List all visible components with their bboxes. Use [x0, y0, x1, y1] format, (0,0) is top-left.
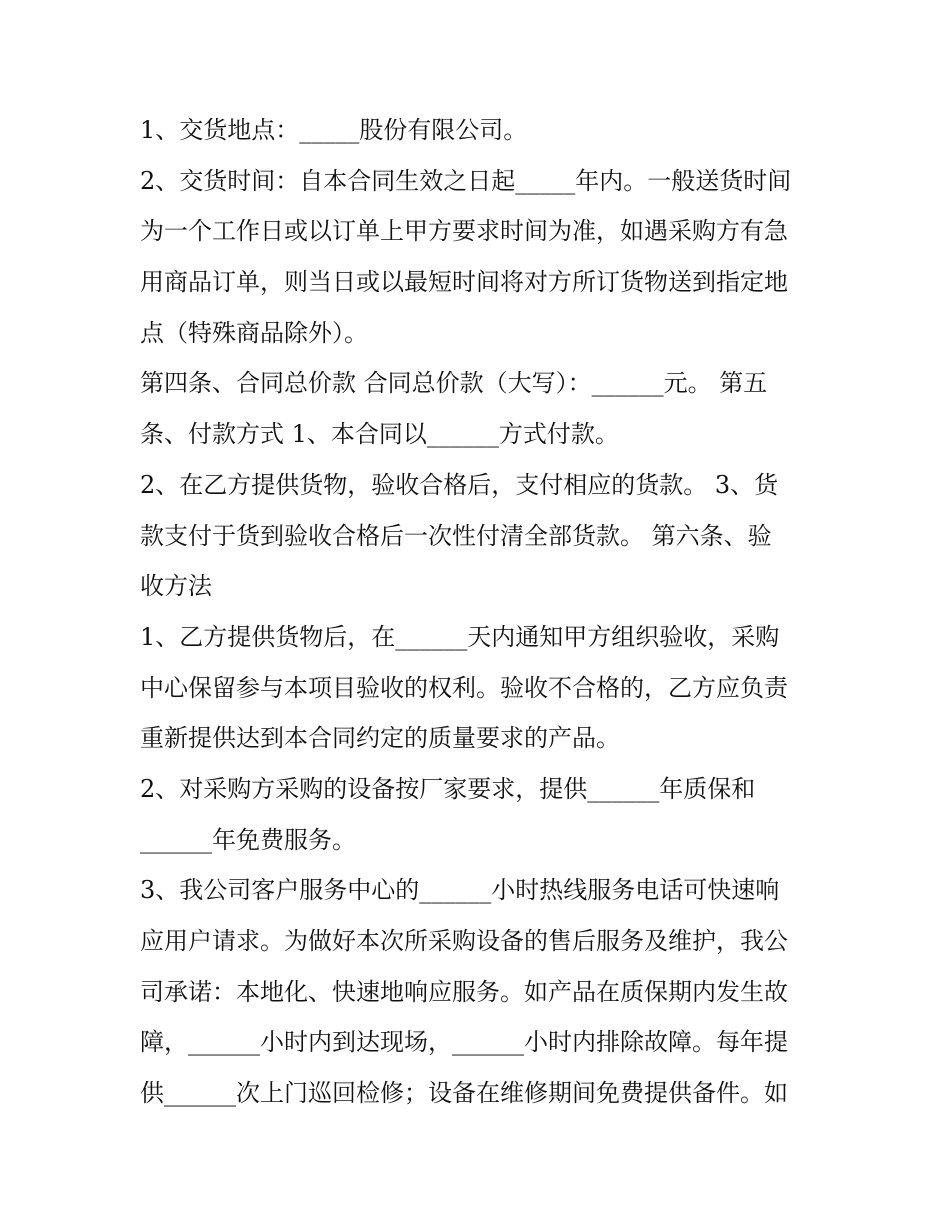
text-line: 款支付于货到验收合格后一次性付清全部货款。 第六条、验 — [140, 521, 772, 550]
text-line: 2、交货时间：自本合同生效之日起_____年内。一般送货时间 — [140, 166, 792, 195]
text-line: 2、在乙方提供货物，验收合格后，支付相应的货款。 3、货 — [140, 470, 779, 499]
text-line: 司承诺：本地化、快速地响应服务。如产品在质保期内发生故 — [140, 977, 788, 1006]
text-line: 3、我公司客户服务中心的______小时热线服务电话可快速响 — [140, 876, 780, 905]
text-line: 2、对采购方采购的设备按厂家要求，提供______年质保和 — [140, 774, 756, 803]
text-line: ______年免费服务。 — [140, 825, 356, 854]
text-line: 点（特殊商品除外）。 — [140, 318, 368, 347]
text-line: 用商品订单，则当日或以最短时间将对方所订货物送到指定地 — [140, 268, 788, 297]
text-line: 条、付款方式 1、本合同以______方式付款。 — [140, 420, 619, 449]
text-line: 第四条、合同总价款 合同总价款（大写）：______元。 第五 — [140, 369, 768, 398]
text-line: 重新提供达到本合同约定的质量要求的产品。 — [140, 724, 620, 753]
text-line: 1、乙方提供货物后，在______天内通知甲方组织验收，采购 — [140, 622, 780, 651]
text-line: 为一个工作日或以订单上甲方要求时间为准，如遇采购方有急 — [140, 217, 788, 246]
text-line: 障，______小时内到达现场，______小时内排除故障。每年提 — [140, 1028, 788, 1057]
text-line: 应用户请求。为做好本次所采购设备的售后服务及维护，我公 — [140, 927, 788, 955]
document-body — [140, 105, 820, 1119]
text-line: 供______次上门巡回检修；设备在维修期间免费提供备件。如 — [140, 1079, 788, 1108]
text-line: 1、交货地点：_____股份有限公司。 — [140, 116, 528, 144]
text-line: 中心保留参与本项目验收的权利。验收不合格的，乙方应负责 — [140, 673, 788, 702]
text-line: 收方法 — [140, 572, 212, 601]
